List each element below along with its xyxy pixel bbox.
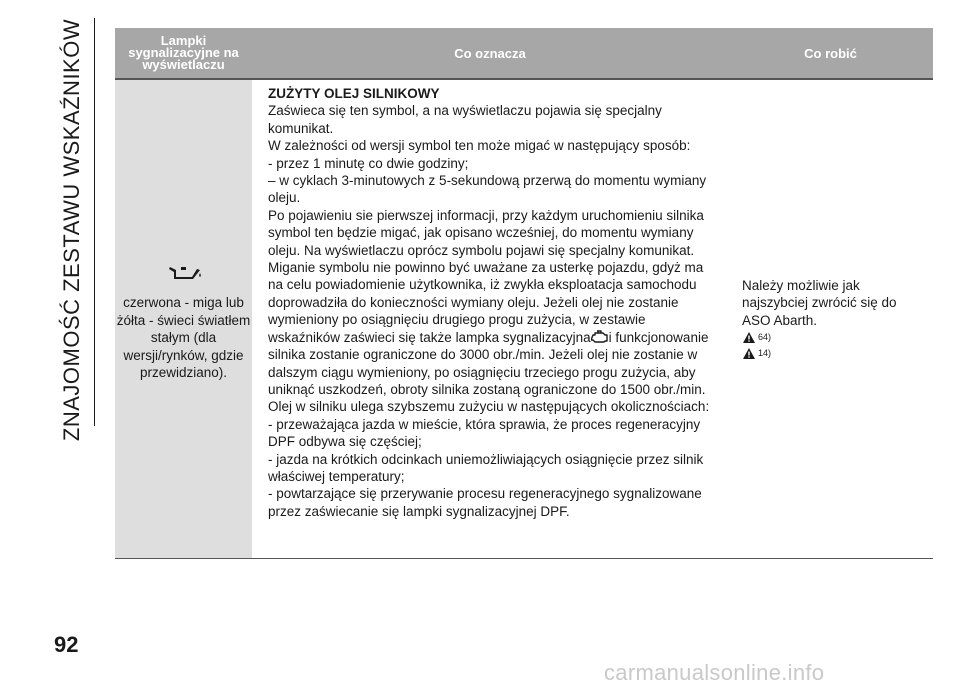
header-action: Co robić [804, 45, 857, 61]
meaning-line: W zależności od wersji symbol ten może migać w następujący sposób: [268, 138, 691, 154]
action-cell [728, 80, 933, 558]
oil-can-icon [166, 260, 202, 282]
meaning-line: – w cyklach 3-minutowych z 5-sekundową przerwą do momentu wymiany oleju. [268, 173, 707, 206]
warning-reference-number: 14) [758, 347, 772, 358]
table-header [115, 28, 933, 80]
header-meaning: Co oznacza [454, 45, 526, 61]
section-divider [94, 18, 95, 426]
header-indicators: Lampki sygnalizacyjne na wyświetlaczu [128, 33, 239, 72]
meaning-line: - przez 1 minutę co dwie godziny; [268, 155, 469, 171]
action-text: Należy możliwie jak najszybciej zwrócić się do ASO Abarth. [742, 277, 897, 328]
meaning-text: Po pojawieniu sie pierwszej informacji, przy każdym uruchomieniu silnika symbol ten będzie migać, jak opisano wcześniej, do momentu wymiany oleju. Na wyświetlaczu oprócz symbolu pojawi się specjalny komunikat. Miganie symbolu nie powinno być uważane za usterkę pojazdu, gdyż ma na celu powiadomienie użytkownika, iż zwykła eksploatacja samochodu doprowadziła do konieczności wymiany oleju. Jeżeli olej nie zostanie wymieniony po osiągnięciu drugiego progu zużycia, w zestawie wskaźników zaświeci się także lampka sygnalizacyjna [268, 207, 704, 345]
meaning-line: - jazda na krótkich odcinkach uniemożliwiających osiągnięcie przez silnik właściwej temperatury; [268, 451, 704, 484]
warning-triangle-icon [742, 331, 756, 344]
warning-reference [742, 330, 927, 345]
watermark: carmanualsonline.info [604, 660, 825, 685]
warning-reference [742, 346, 927, 361]
indicator-table [115, 28, 933, 559]
meaning-cell [252, 80, 728, 558]
warning-title: ZUŻYTY OLEJ SILNIKOWY [268, 86, 440, 101]
table-row [115, 80, 933, 559]
indicator-cell [115, 80, 252, 558]
engine-icon [591, 330, 609, 343]
meaning-paragraph [268, 207, 720, 416]
section-title-text: ZNAJOMOŚĆ ZESTAWU WSKAŹNIKÓW [59, 18, 84, 442]
meaning-text-continued: i funkcjonowanie silnika zostanie ograniczone do 3000 obr./min. Jeżeli olej nie zostanie w dalszym ciągu wymieniony, po osiągnięciu trzeciego progu zużycia, aby uniknąć uszkodzeń, obroty silnika zostaną ograniczone do 1500 obr./min. Olej w silniku ulega szybszemu zużyciu w następujących okolicznościach: [268, 329, 710, 415]
warning-triangle-icon [742, 347, 756, 360]
indicator-description: czerwona - miga lub żółta - świeci światłem stałym (dla wersji/rynków, gdzie przewidziano). [116, 295, 251, 381]
meaning-line: Zaświeca się ten symbol, a na wyświetlaczu pojawia się specjalny komunikat. [268, 103, 662, 136]
warning-reference-number: 64) [758, 331, 772, 342]
meaning-line: - powtarzające się przerywanie procesu regeneracyjnego sygnalizowane przez zaświecanie się lampki sygnalizacyjnej DPF. [268, 486, 702, 519]
section-title-vertical [12, 20, 132, 440]
meaning-line: - przeważająca jazda w mieście, która sprawia, że proces regeneracyjny DPF odbywa się częściej; [268, 416, 701, 450]
page-number: 92 [54, 632, 79, 657]
